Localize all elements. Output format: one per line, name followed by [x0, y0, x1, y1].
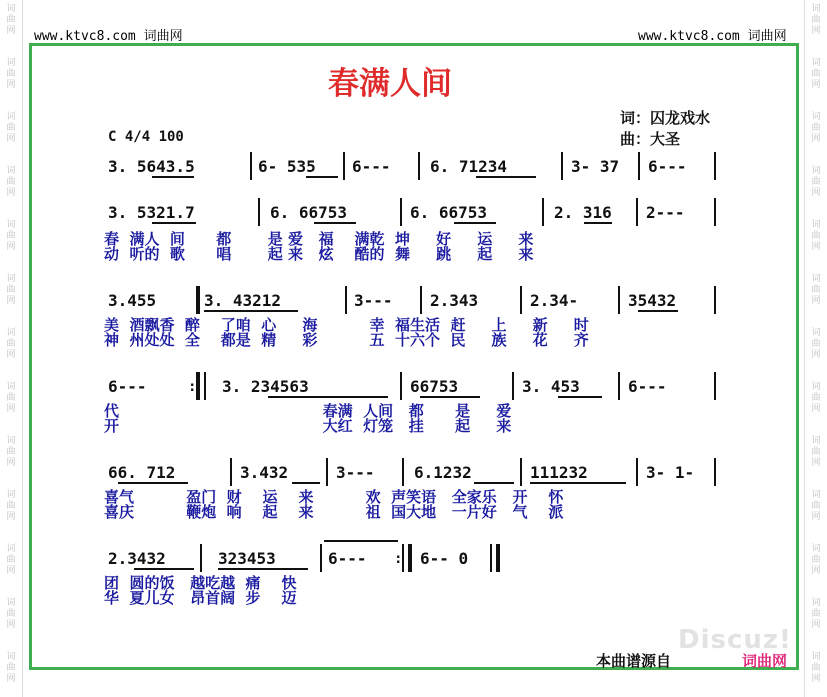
measure: 3. 43212: [204, 291, 282, 310]
measure: 6---: [628, 377, 667, 396]
side-watermark-text: 词曲网: [6, 328, 16, 360]
measure: 2.343: [430, 291, 479, 310]
faded-watermark: Discuz!: [678, 625, 792, 655]
key-time-signature: C 4/4 100: [108, 129, 184, 145]
measure: 35432: [628, 291, 677, 310]
measure: 3. 453: [522, 377, 580, 396]
lyric-line: 代 春满 人间 都 是 爱: [104, 402, 512, 420]
side-watermark-text: 词曲网: [6, 544, 16, 576]
measure: 3.432: [240, 463, 289, 482]
measure: 3. 5643.5: [108, 157, 195, 176]
measure: 6---: [352, 157, 391, 176]
measure: 6. 71234: [430, 157, 508, 176]
composer-credit: 曲：大圣: [620, 130, 681, 148]
side-watermark-text: 词曲网: [6, 112, 16, 144]
lyric-line: 华 夏儿女 昂首阔 步 迈: [104, 589, 297, 607]
lyric-line: 美 酒飘香 醉 了咱 心 海 幸 福生活 赶 上 新 时: [104, 316, 589, 334]
measure: 3---: [336, 463, 375, 482]
measure: 2.34-: [530, 291, 579, 310]
measure: 2---: [646, 203, 685, 222]
side-watermark-text: 词曲网: [811, 328, 821, 360]
side-watermark-text: 词曲网: [811, 436, 821, 468]
measure: 6.1232: [414, 463, 472, 482]
repeat-end: :: [394, 551, 403, 567]
lyric-line: 神 州处处 全 都是 精 彩 五 十六个 民 族 花 齐: [104, 331, 589, 349]
repeat-start: :: [188, 379, 197, 395]
side-watermark-text: 词曲网: [811, 220, 821, 252]
left-watermark-column: [0, 0, 23, 697]
site-watermark-left[interactable]: www.ktvc8.com 词曲网: [34, 29, 183, 44]
measure: 3- 37: [571, 157, 620, 176]
side-watermark-text: 词曲网: [811, 652, 821, 684]
side-watermark-text: 词曲网: [811, 112, 821, 144]
lyric-line: 动 听的 歌 唱 起 来 炫 酷的 舞 跳 起 来: [104, 245, 534, 263]
side-watermark-text: 词曲网: [6, 166, 16, 198]
measure: 6. 66753: [410, 203, 488, 222]
side-watermark-text: 词曲网: [811, 382, 821, 414]
side-watermark-text: 词曲网: [6, 490, 16, 522]
lyric-line: 团 圆的饭 越吃越 痛 快: [104, 574, 297, 592]
side-watermark-text: 词曲网: [6, 58, 16, 90]
measure: 2.3432: [108, 549, 166, 568]
footer-logo-link[interactable]: 词曲网: [742, 652, 788, 670]
measure: 6-- 0: [420, 549, 469, 568]
lyric-line: 喜气 盈门 财 运 来 欢 声笑语 全家乐 开 怀: [104, 488, 564, 506]
lyric-line: 春 满人 间 都 是 爱 福 满乾 坤 好 运 来: [104, 230, 534, 248]
side-watermark-text: 词曲网: [6, 598, 16, 630]
side-watermark-text: 词曲网: [811, 166, 821, 198]
side-watermark-text: 词曲网: [811, 58, 821, 90]
lyricist-credit: 词：囚龙戏水: [620, 109, 711, 127]
measure: 3.455: [108, 291, 157, 310]
measure: 6---: [648, 157, 687, 176]
side-watermark-text: 词曲网: [6, 274, 16, 306]
measure: 6---: [108, 377, 147, 396]
side-watermark-text: 词曲网: [811, 4, 821, 36]
lyric-line: 喜庆 鞭炮 响 起 来 祖 国大地 一片好 气 派: [104, 503, 564, 521]
measure: 6---: [328, 549, 367, 568]
measure: 3---: [354, 291, 393, 310]
measure: 2. 316: [554, 203, 612, 222]
side-watermark-text: 词曲网: [6, 382, 16, 414]
side-watermark-text: 词曲网: [6, 652, 16, 684]
side-watermark-text: 词曲网: [6, 220, 16, 252]
measure: 66753: [410, 377, 459, 396]
song-title: 春满人间: [328, 66, 452, 102]
side-watermark-text: 词曲网: [6, 436, 16, 468]
measure: 323453: [218, 549, 276, 568]
measure: 6. 66753: [270, 203, 348, 222]
measure: 3. 5321.7: [108, 203, 195, 222]
measure: 3- 1-: [646, 463, 695, 482]
footer-source-label: 本曲谱源自: [596, 652, 672, 670]
lyric-line: 开 大红 灯笼 挂 起 来: [104, 417, 512, 435]
side-watermark-text: 词曲网: [6, 4, 16, 36]
site-watermark-right[interactable]: www.ktvc8.com 词曲网: [638, 29, 787, 44]
side-watermark-text: 词曲网: [811, 274, 821, 306]
right-watermark-column: [804, 0, 827, 697]
side-watermark-text: 词曲网: [811, 598, 821, 630]
measure: 6- 535: [258, 157, 316, 176]
side-watermark-text: 词曲网: [811, 544, 821, 576]
measure: 111232: [530, 463, 588, 482]
measure: 66. 712: [108, 463, 176, 482]
measure: 3. 234563: [222, 377, 309, 396]
side-watermark-text: 词曲网: [811, 490, 821, 522]
